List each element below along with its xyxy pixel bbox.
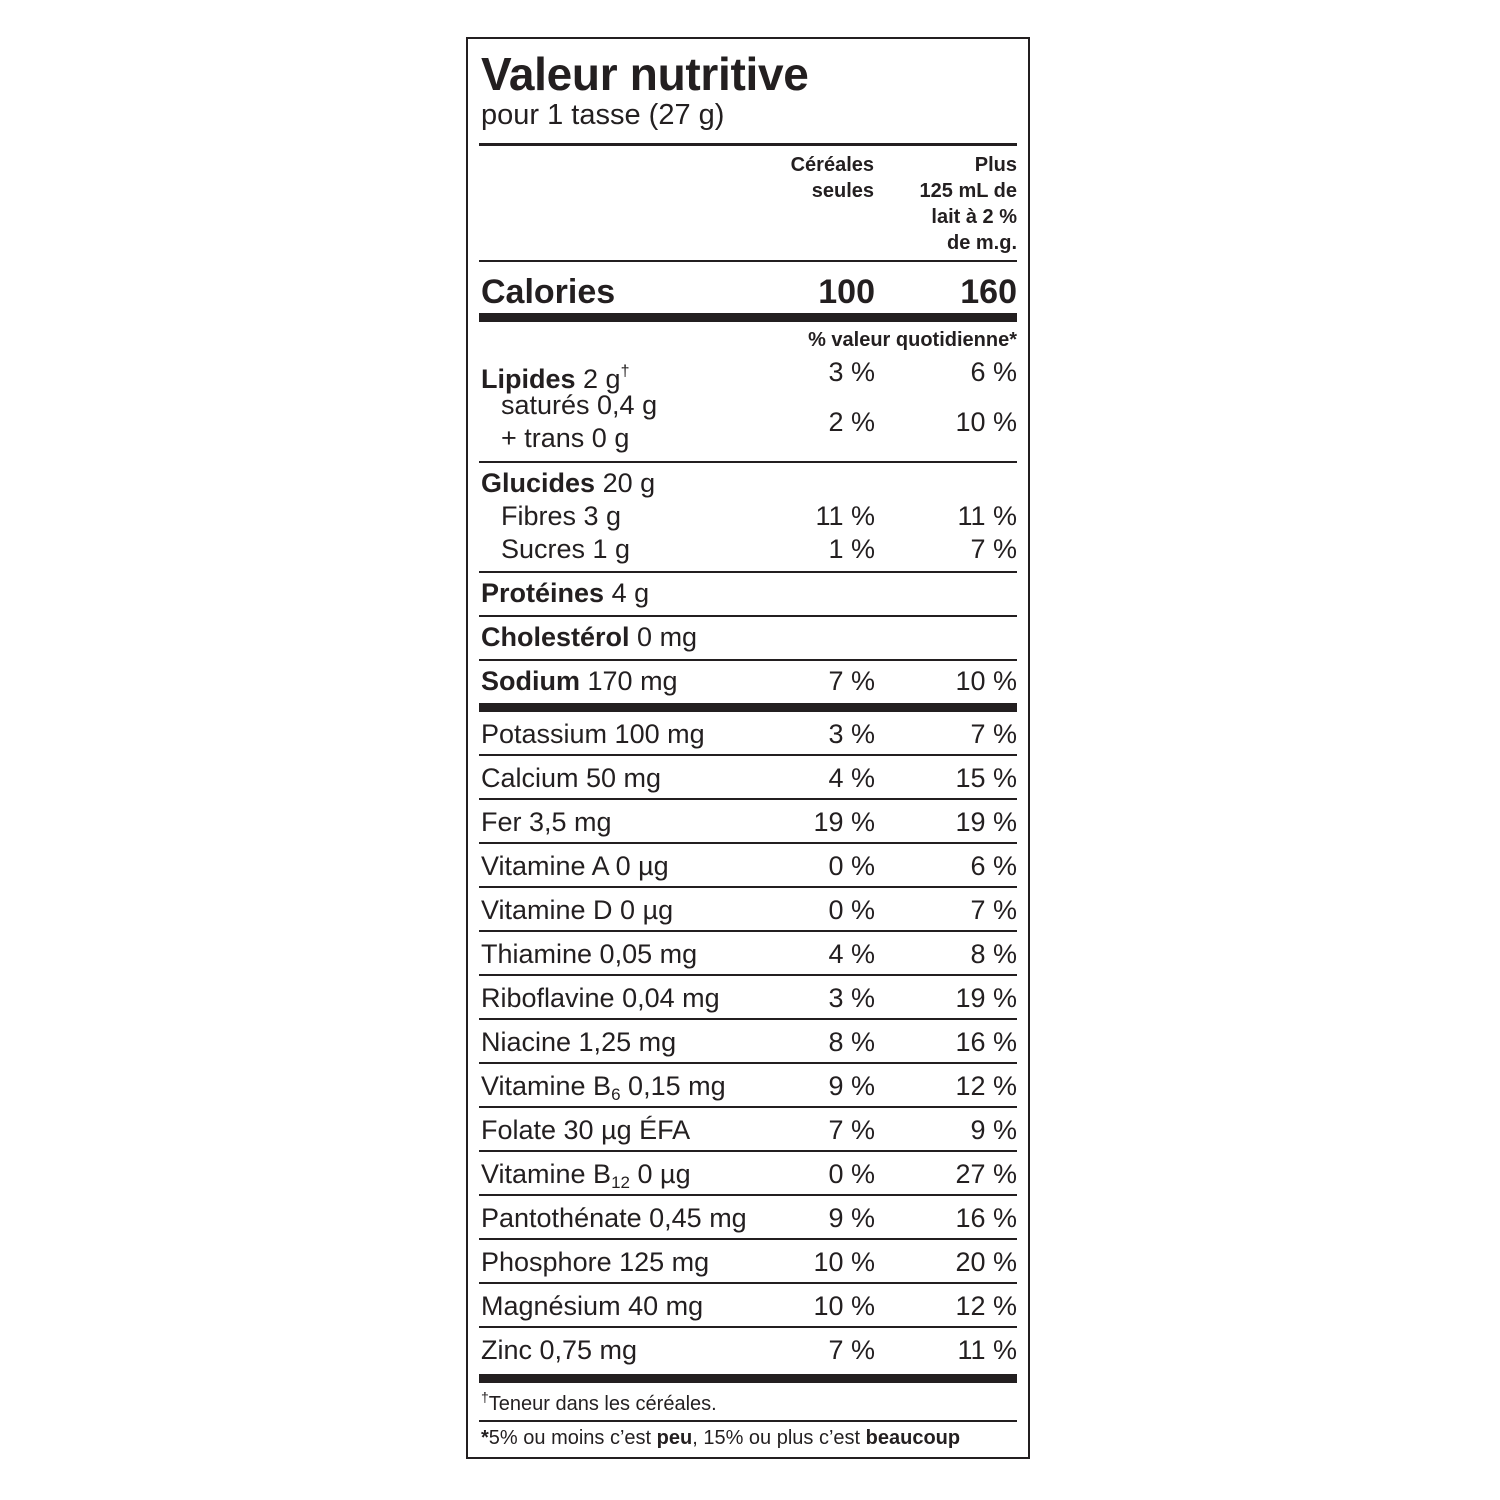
daily-value-header: % valeur quotidienne* bbox=[808, 329, 1017, 351]
lipides-label: Lipides bbox=[481, 364, 576, 394]
divider bbox=[479, 1150, 1017, 1152]
divider bbox=[479, 754, 1017, 756]
mineral-cereal: 19 % bbox=[813, 807, 875, 837]
satures-name bbox=[501, 389, 657, 455]
mineral-row bbox=[479, 805, 1017, 839]
proteines-name bbox=[481, 576, 649, 610]
mineral-name: Phosphore 125 mg bbox=[481, 1247, 710, 1277]
mineral-name: Riboflavine 0,04 mg bbox=[481, 983, 720, 1013]
sucres-milk: 7 % bbox=[970, 534, 1017, 564]
mineral-cereal: 0 % bbox=[828, 851, 875, 881]
lipides-milk: 6 % bbox=[970, 357, 1017, 387]
lipides-cereal: 3 % bbox=[828, 357, 875, 387]
mineral-name: Fer 3,5 mg bbox=[481, 807, 612, 837]
mineral-name: Vitamine D 0 µg bbox=[481, 895, 674, 925]
mineral-milk: 12 % bbox=[955, 1071, 1017, 1101]
label-title: Valeur nutritive bbox=[481, 48, 809, 100]
column-header-cereal bbox=[791, 152, 874, 204]
sodium-name bbox=[481, 664, 678, 698]
divider bbox=[479, 659, 1017, 661]
mineral-cereal: 0 % bbox=[828, 1159, 875, 1189]
mineral-cereal: 7 % bbox=[828, 1335, 875, 1365]
cholesterol-name bbox=[481, 620, 697, 654]
divider bbox=[479, 1106, 1017, 1108]
mineral-milk: 12 % bbox=[955, 1291, 1017, 1321]
sucres-row bbox=[479, 532, 1017, 566]
divider bbox=[479, 143, 1017, 146]
mineral-milk: 9 % bbox=[970, 1115, 1017, 1145]
mineral-milk: 19 % bbox=[955, 983, 1017, 1013]
mineral-row bbox=[479, 1025, 1017, 1059]
mineral-row bbox=[479, 1069, 1017, 1103]
fibres-cereal: 11 % bbox=[815, 501, 875, 531]
calories-row bbox=[479, 271, 1017, 313]
mineral-name: Pantothénate 0,45 mg bbox=[481, 1203, 747, 1233]
mineral-milk: 20 % bbox=[955, 1247, 1017, 1277]
column-header-milk bbox=[920, 152, 1017, 256]
glucides-row bbox=[479, 466, 1017, 500]
cholesterol-label: Cholestérol bbox=[481, 622, 630, 652]
mineral-cereal: 4 % bbox=[828, 763, 875, 793]
satures-row bbox=[479, 389, 1017, 455]
fibres-milk: 11 % bbox=[957, 501, 1017, 531]
column-header-milk-line: de m.g. bbox=[946, 232, 1017, 254]
mineral-milk: 16 % bbox=[955, 1203, 1017, 1233]
thick-divider bbox=[479, 313, 1017, 322]
footnote-text: , 15% ou plus c’est bbox=[692, 1427, 866, 1449]
mineral-milk: 15 % bbox=[955, 763, 1017, 793]
lipides-row bbox=[479, 355, 1017, 394]
mineral-cereal: 9 % bbox=[828, 1071, 875, 1101]
cholesterol-row bbox=[479, 620, 1017, 654]
proteines-label: Protéines bbox=[481, 578, 605, 608]
nutrition-facts-label bbox=[466, 37, 1030, 1459]
mineral-name: Niacine 1,25 mg bbox=[481, 1027, 677, 1057]
mineral-row bbox=[479, 717, 1017, 751]
divider bbox=[479, 260, 1017, 262]
mineral-cereal: 9 % bbox=[828, 1203, 875, 1233]
mineral-cereal: 8 % bbox=[828, 1027, 875, 1057]
divider bbox=[479, 1238, 1017, 1240]
vitamin-subscript: 6 bbox=[611, 1085, 621, 1104]
lipides-amount: 2 g bbox=[583, 364, 621, 394]
column-header-milk-line: Plus bbox=[974, 154, 1017, 176]
dagger-mark: † bbox=[620, 363, 630, 380]
footnote-emphasis: beaucoup bbox=[865, 1427, 961, 1449]
glucides-label: Glucides bbox=[481, 468, 596, 498]
mineral-cereal: 4 % bbox=[828, 939, 875, 969]
vitamin-subscript: 12 bbox=[611, 1173, 630, 1192]
mineral-row bbox=[479, 1333, 1017, 1367]
satures-line: saturés 0,4 g bbox=[501, 390, 658, 420]
mineral-row bbox=[479, 981, 1017, 1015]
calories-milk: 160 bbox=[960, 273, 1017, 311]
sodium-milk: 10 % bbox=[955, 666, 1017, 696]
divider bbox=[479, 1326, 1017, 1328]
mineral-row bbox=[479, 937, 1017, 971]
mineral-name: Potassium 100 mg bbox=[481, 719, 705, 749]
divider bbox=[479, 461, 1017, 463]
mineral-cereal: 10 % bbox=[813, 1291, 875, 1321]
mineral-milk: 16 % bbox=[955, 1027, 1017, 1057]
mineral-milk: 7 % bbox=[970, 895, 1017, 925]
mineral-row bbox=[479, 849, 1017, 883]
fibres-row bbox=[479, 499, 1017, 533]
divider bbox=[479, 886, 1017, 888]
divider bbox=[479, 842, 1017, 844]
divider bbox=[479, 1018, 1017, 1020]
serving-size: pour 1 tasse (27 g) bbox=[481, 99, 725, 131]
glucides-name bbox=[481, 466, 655, 500]
footnote-text: Teneur dans les céréales. bbox=[488, 1393, 717, 1415]
fibres-name: Fibres 3 g bbox=[501, 501, 622, 531]
mineral-row bbox=[479, 1113, 1017, 1147]
mineral-cereal: 7 % bbox=[828, 1115, 875, 1145]
mineral-row bbox=[479, 1157, 1017, 1191]
divider bbox=[479, 1420, 1017, 1422]
divider bbox=[479, 615, 1017, 617]
thick-divider bbox=[479, 703, 1017, 712]
mineral-milk: 7 % bbox=[970, 719, 1017, 749]
divider bbox=[479, 1194, 1017, 1196]
column-header-milk-line: lait à 2 % bbox=[931, 206, 1017, 228]
satures-milk: 10 % bbox=[955, 407, 1017, 437]
column-header-milk-line: 125 mL de bbox=[919, 180, 1017, 202]
column-header-cereal-line: seules bbox=[811, 180, 874, 202]
mineral-row bbox=[479, 1289, 1017, 1323]
mineral-milk: 19 % bbox=[955, 807, 1017, 837]
thick-divider bbox=[479, 1374, 1017, 1383]
vitamin-b-prefix: Vitamine B bbox=[481, 1159, 612, 1189]
vitamin-amount: 0 µg bbox=[630, 1159, 691, 1189]
mineral-cereal: 10 % bbox=[813, 1247, 875, 1277]
satures-cereal: 2 % bbox=[828, 407, 875, 437]
mineral-name: Calcium 50 mg bbox=[481, 763, 662, 793]
sodium-row bbox=[479, 664, 1017, 698]
mineral-row bbox=[479, 893, 1017, 927]
dagger-mark: † bbox=[481, 1389, 489, 1405]
sucres-name: Sucres 1 g bbox=[501, 534, 631, 564]
mineral-milk: 6 % bbox=[970, 851, 1017, 881]
proteines-row bbox=[479, 576, 1017, 610]
footnote-text: 5% ou moins c’est bbox=[488, 1427, 657, 1449]
sucres-cereal: 1 % bbox=[828, 534, 875, 564]
sodium-label: Sodium bbox=[481, 666, 580, 696]
proteines-amount: 4 g bbox=[611, 578, 650, 608]
mineral-milk: 27 % bbox=[955, 1159, 1017, 1189]
vitamin-amount: 0,15 mg bbox=[620, 1071, 726, 1101]
divider bbox=[479, 930, 1017, 932]
mineral-milk: 8 % bbox=[970, 939, 1017, 969]
mineral-name: Folate 30 µg ÉFA bbox=[481, 1115, 691, 1145]
glucides-amount: 20 g bbox=[602, 468, 656, 498]
footnote-content bbox=[481, 1389, 717, 1416]
calories-label: Calories bbox=[481, 273, 616, 311]
calories-cereal: 100 bbox=[818, 273, 875, 311]
mineral-name: Zinc 0,75 mg bbox=[481, 1335, 638, 1365]
divider bbox=[479, 974, 1017, 976]
mineral-row bbox=[479, 1201, 1017, 1235]
divider bbox=[479, 1062, 1017, 1064]
mineral-cereal: 3 % bbox=[828, 983, 875, 1013]
cholesterol-amount: 0 mg bbox=[637, 622, 698, 652]
mineral-milk: 11 % bbox=[957, 1335, 1017, 1365]
mineral-row bbox=[479, 761, 1017, 795]
mineral-name: Magnésium 40 mg bbox=[481, 1291, 704, 1321]
divider bbox=[479, 1282, 1017, 1284]
footnote-daily-value bbox=[481, 1427, 960, 1450]
mineral-cereal: 0 % bbox=[828, 895, 875, 925]
sodium-cereal: 7 % bbox=[828, 666, 875, 696]
mineral-name: Thiamine 0,05 mg bbox=[481, 939, 698, 969]
trans-line: + trans 0 g bbox=[501, 423, 630, 453]
column-header-cereal-line: Céréales bbox=[790, 154, 874, 176]
footnote-emphasis: peu bbox=[656, 1427, 693, 1449]
sodium-amount: 170 mg bbox=[587, 666, 678, 696]
divider bbox=[479, 798, 1017, 800]
mineral-cereal: 3 % bbox=[828, 719, 875, 749]
asterisk-mark: * bbox=[481, 1427, 489, 1449]
mineral-row bbox=[479, 1245, 1017, 1279]
divider bbox=[479, 571, 1017, 573]
vitamin-b-prefix: Vitamine B bbox=[481, 1071, 612, 1101]
mineral-name: Vitamine A 0 µg bbox=[481, 851, 669, 881]
